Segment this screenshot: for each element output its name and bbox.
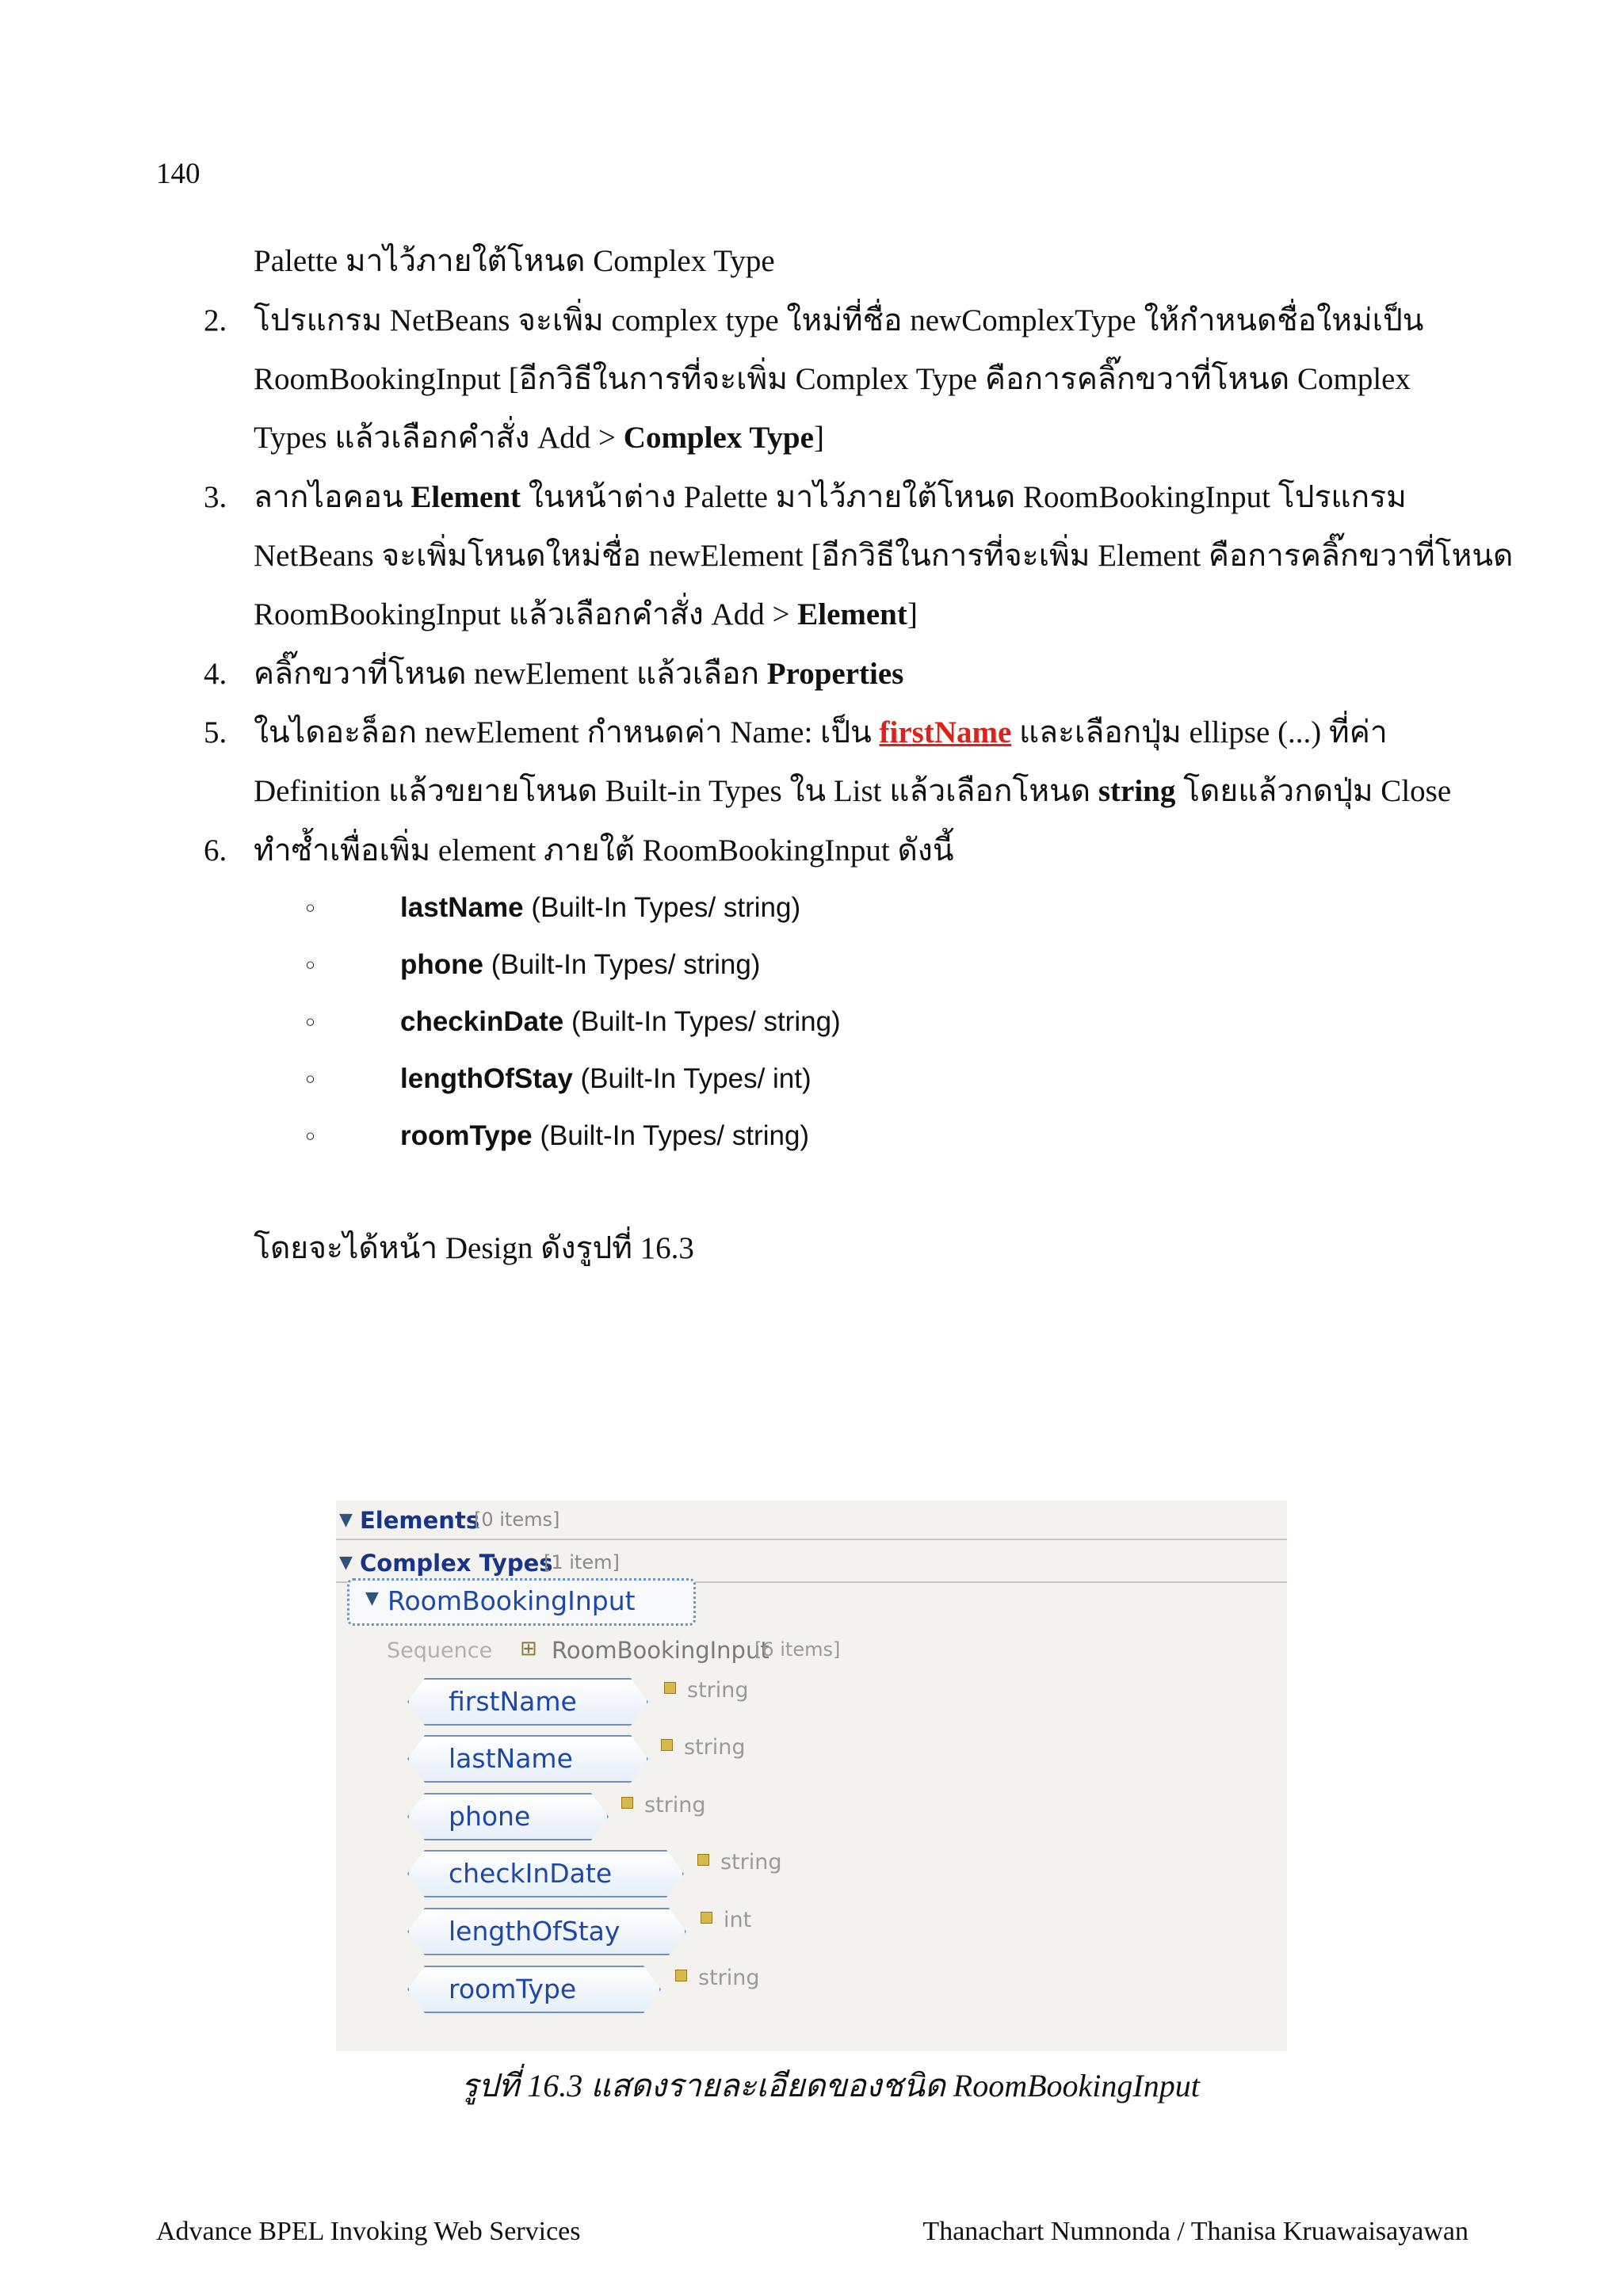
step-3-line-1 — [254, 482, 1407, 513]
sub-item — [400, 949, 760, 981]
step-6-line-1: ทำซ้ำเพื่อเพิ่ม element ภายใต้ RoomBookingInput ดังนี้ — [254, 833, 954, 868]
step-5-line-2 — [254, 776, 1451, 807]
sub-item — [400, 892, 800, 924]
sub-item-name: lastName — [400, 892, 524, 923]
step-5-text-end: และเลือกปุ่ม ellipse (...) ที่ค่า — [1011, 715, 1388, 749]
step-4-bold: Properties — [766, 657, 904, 691]
sub-item-type: (Built-In Types/ string) — [483, 949, 761, 980]
element-type-label: int — [724, 1908, 752, 1932]
collapse-triangle-icon[interactable]: ▼ — [339, 1553, 353, 1573]
sub-item-name: checkinDate — [400, 1006, 564, 1037]
type-icon — [675, 1970, 687, 1981]
sub-item — [400, 1063, 812, 1095]
step-5-text: ในไดอะล็อก newElement กำหนดค่า Name: เป็น — [254, 715, 880, 749]
element-type-label: string — [687, 1678, 749, 1703]
element-type — [621, 1793, 706, 1817]
highlighted-firstname: firstName — [879, 715, 1012, 749]
step-5-text-b-end: โดยแล้วกดปุ่ม Close — [1175, 774, 1452, 808]
sub-item-type: (Built-In Types/ string) — [563, 1006, 841, 1037]
step-3-text-b: RoomBookingInput แล้วเลือกคำสั่ง Add > — [254, 597, 798, 631]
step-4-line-1 — [254, 658, 903, 689]
sequence-icon: ⊞ — [520, 1637, 537, 1661]
sub-item-name: roomType — [400, 1120, 533, 1151]
step-4-text: คลิ๊กขวาที่โหนด newElement แล้วเลือก — [254, 657, 767, 691]
bullet-icon: ◦ — [303, 1008, 318, 1038]
sub-item — [400, 1120, 809, 1152]
step-2-line-1: โปรแกรม NetBeans จะเพิ่ม complex type ใหม่ที่ชื่อ newComplexType ให้กำหนดชื่อใหม่เป็น — [254, 303, 1424, 338]
element-type-label: string — [684, 1735, 746, 1760]
element-type-label: string — [698, 1966, 760, 1990]
root-node-label: RoomBookingInput — [388, 1585, 636, 1616]
step-number: 4. — [204, 657, 227, 691]
step-number: 6. — [204, 833, 227, 868]
element-node-label: checkInDate — [449, 1858, 613, 1889]
element-type — [664, 1678, 749, 1703]
element-type — [701, 1908, 751, 1932]
type-icon — [701, 1912, 712, 1924]
element-node-label: phone — [449, 1801, 531, 1832]
element-node-label: firstName — [449, 1686, 577, 1717]
bullet-icon: ◦ — [303, 1122, 318, 1152]
step-3-bold: Element — [411, 480, 521, 514]
step-2-bold: Complex Type — [623, 421, 814, 455]
footer-right: Thanachart Numnonda / Thanisa Kruawaisayawan — [922, 2217, 1468, 2246]
root-complex-type-node[interactable] — [347, 1578, 696, 1626]
element-node-label: lengthOfStay — [449, 1916, 621, 1947]
elements-section[interactable] — [336, 1501, 1287, 1540]
sequence-name: RoomBookingInput — [552, 1637, 769, 1664]
step-3-line-2: NetBeans จะเพิ่มโหนดใหม่ชื่อ newElement [อีกวิธีในการที่จะเพิ่ม Element คือการคลิ๊กขวาที่โหนด — [254, 539, 1514, 573]
elements-count: [0 items] — [474, 1508, 560, 1531]
step-5-bold: string — [1098, 774, 1176, 808]
sub-item-name: phone — [400, 949, 483, 980]
sub-item-type: (Built-In Types/ string) — [532, 1120, 810, 1151]
element-node-label: roomType — [449, 1974, 577, 2004]
step-3-text: ลากไอคอน — [254, 480, 411, 514]
bullet-icon: ◦ — [303, 894, 318, 924]
element-type — [661, 1735, 746, 1760]
complex-types-title: Complex Types — [360, 1550, 553, 1577]
complex-types-count: [1 item] — [544, 1551, 620, 1573]
step-2-line-3 — [254, 422, 824, 453]
step-3-text-end: ในหน้าต่าง Palette มาไว้ภายใต้โหนด RoomBookingInput โปรแกรม — [521, 480, 1407, 514]
sub-item-type: (Built-In Types/ int) — [572, 1063, 812, 1094]
element-type-label: string — [644, 1793, 706, 1817]
intro-line: Palette มาไว้ภายใต้โหนด Complex Type — [254, 244, 775, 278]
type-icon — [661, 1739, 673, 1751]
sub-item-type: (Built-In Types/ string) — [523, 892, 801, 923]
step-number: 3. — [204, 480, 227, 514]
type-icon — [621, 1797, 633, 1809]
collapse-triangle-icon[interactable]: ▼ — [339, 1510, 353, 1530]
sequence-count: [6 items] — [754, 1638, 841, 1661]
sub-item — [400, 1006, 841, 1038]
type-icon — [664, 1682, 676, 1694]
step-5-line-1 — [254, 717, 1388, 748]
step-3-text-b-end: ] — [907, 597, 918, 631]
step-number: 5. — [204, 715, 227, 749]
step-2-text-end: ] — [813, 421, 824, 455]
footer-left: Advance BPEL Invoking Web Services — [156, 2217, 581, 2246]
step-number: 2. — [204, 303, 227, 338]
element-type — [675, 1966, 760, 1990]
complex-types-section[interactable] — [336, 1543, 1287, 1583]
type-icon — [697, 1854, 709, 1866]
bullet-icon: ◦ — [303, 1065, 318, 1095]
step-5-text-b: Definition แล้วขยายโหนด Built-in Types ใน List แล้วเลือกโหนด — [254, 774, 1098, 808]
bullet-icon: ◦ — [303, 951, 318, 981]
step-3-bold-b: Element — [797, 597, 907, 631]
sub-item-name: lengthOfStay — [400, 1063, 573, 1094]
step-3-line-3 — [254, 599, 918, 630]
figure-caption: รูปที่ 16.3 แสดงรายละเอียดของชนิด RoomBookingInput — [461, 2068, 1200, 2103]
element-node-label: lastName — [449, 1743, 573, 1774]
schema-design-figure — [336, 1501, 1287, 2051]
step-2-text: Types แล้วเลือกคำสั่ง Add > — [254, 421, 624, 455]
element-type — [697, 1850, 782, 1875]
step-2-line-2: RoomBookingInput [อีกวิธีในการที่จะเพิ่ม Complex Type คือการคลิ๊กขวาที่โหนด Complex — [254, 362, 1411, 396]
expand-triangle-icon[interactable]: ▼ — [365, 1589, 379, 1608]
elements-title: Elements — [360, 1507, 480, 1534]
element-type-label: string — [720, 1850, 782, 1875]
page-number: 140 — [156, 158, 200, 190]
closing-line: โดยจะได้หน้า Design ดังรูปที่ 16.3 — [254, 1231, 694, 1265]
sequence-label: Sequence — [387, 1638, 493, 1663]
